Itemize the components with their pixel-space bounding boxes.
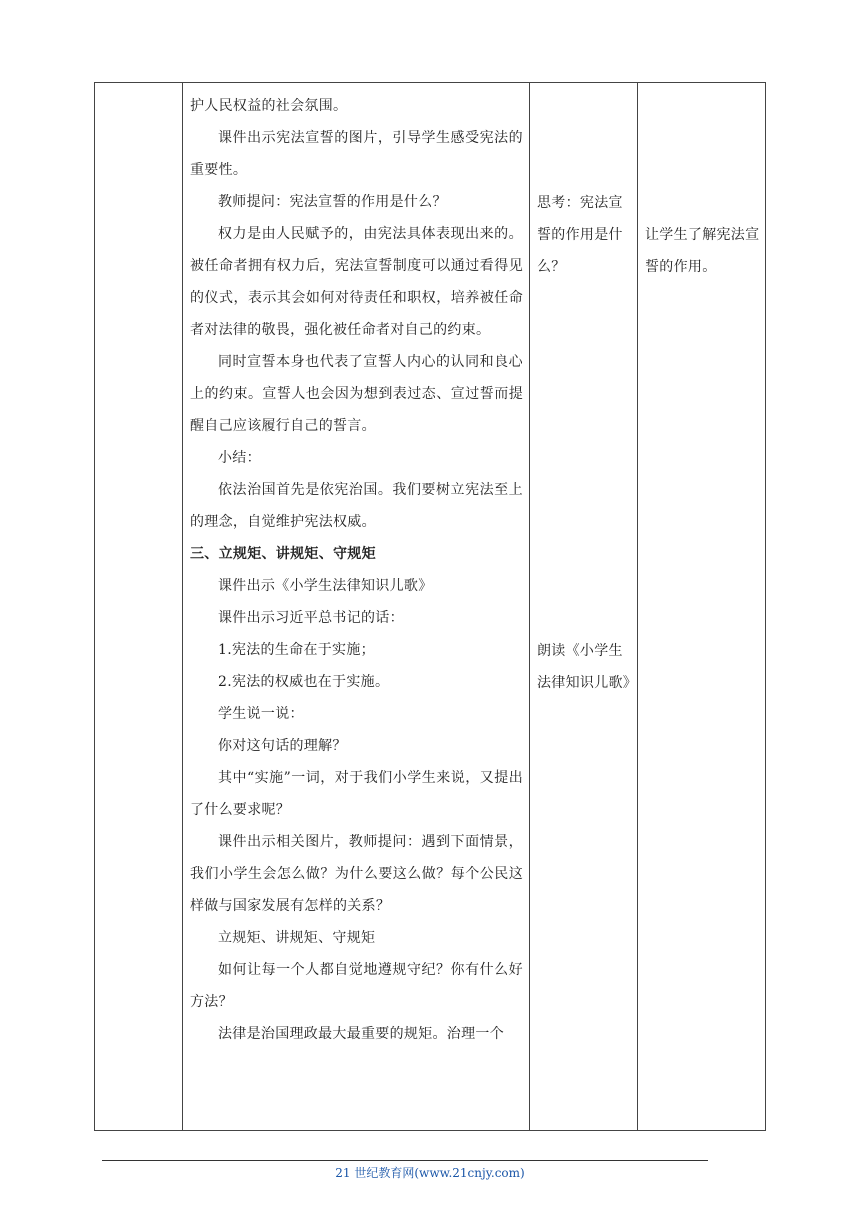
lesson-table [94,82,766,1131]
paragraph: 其中“实施”一词，对于我们小学生来说，又提出了什么要求呢？ [190,770,523,818]
student-activity-column [529,83,637,1130]
paragraph: 护人民权益的社会氛围。 [190,98,348,114]
paragraph: 同时宣誓本身也代表了宣誓人内心的认同和良心上的约束。宣誓人也会因为想到表过态、宣过誓而提醒自己应该履行自己的誓言。 [190,354,523,434]
teaching-process-column [182,83,529,1130]
paragraph: 如何让每一个人都自觉地遵规守纪？你有什么好方法？ [190,962,523,1010]
section-heading: 三、立规矩、讲规矩、守规矩 [190,546,376,562]
paragraph: 立规矩、讲规矩、守规矩 [218,930,376,946]
paragraph: 小结： [218,450,261,466]
student-activity-text: 思考：宪法宣誓的作用是什么？ [537,195,623,275]
paragraph: 1.宪法的生命在于实施； [218,642,375,658]
paragraph: 课件出示习近平总书记的话： [218,610,404,626]
paragraph: 课件出示《小学生法律知识儿歌》 [218,578,433,594]
paragraph: 课件出示相关图片，教师提问：遇到下面情景，我们小学生会怎么做？为什么要这么做？每个公民这样做与国家发展有怎样的关系？ [190,834,523,914]
paragraph: 课件出示宪法宣誓的图片，引导学生感受宪法的重要性。 [190,130,523,178]
design-purpose-text: 让学生了解宪法宣誓的作用。 [645,227,760,275]
design-purpose-column [637,83,766,1130]
paragraph: 教师提问：宪法宣誓的作用是什么？ [218,194,447,210]
paragraph: 2.宪法的权威也在于实施。 [218,674,390,690]
paragraph: 学生说一说： [218,706,304,722]
paragraph: 权力是由人民赋予的，由宪法具体表现出来的。被任命者拥有权力后，宪法宣誓制度可以通过看得见的仪式，表示其会如何对待责任和职权，培养被任命者对法律的敬畏，强化被任命者对自己的约束。 [190,226,523,338]
paragraph: 法律是治国理政最大最重要的规矩。治理一个 [218,1026,504,1042]
footer-source: 21 世纪教育网(www.21cnjy.com) [335,1166,525,1180]
paragraph: 依法治国首先是依宪治国。我们要树立宪法至上的理念，自觉维护宪法权威。 [190,482,523,530]
footer-divider [102,1160,708,1161]
paragraph: 你对这句话的理解？ [218,738,347,754]
student-activity-text: 朗读《小学生法律知识儿歌》 [537,643,638,691]
